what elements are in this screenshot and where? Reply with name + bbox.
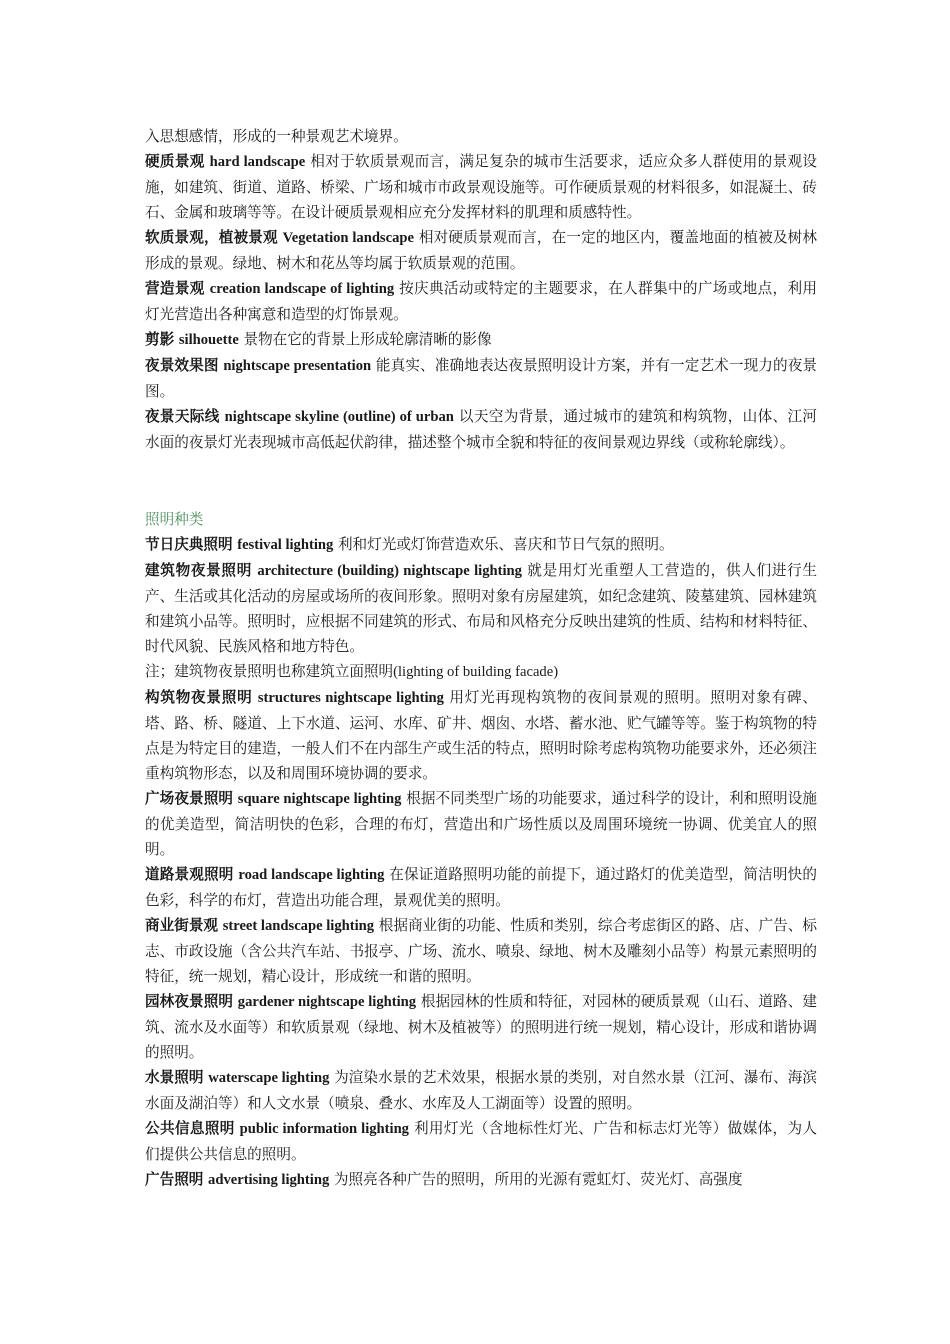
entry-description: 就是用灯光重塑人工营造的，供人们进行生产、生活或其化活动的房屋或场所的夜间形象。照明对象有房屋建筑，如纪念建筑、陵墓建筑、园林建筑和建筑小品等。照明时，应根据不同建筑的形式、布局和风格充分反映出建筑的性质、结构和材料特征、时代风貌、民族风格和地方特色。	[145, 562, 817, 655]
glossary-entry-street-lighting	[145, 913, 817, 989]
entry-description: 按庆典活动或特定的主题要求，在人群集中的广场或地点，利用灯光营造出各种寓意和造型的灯饰景观。	[145, 280, 817, 323]
entry-term: 商业街景观	[145, 917, 219, 934]
entry-term: 建筑物夜景照明	[145, 562, 252, 579]
document-page	[145, 124, 817, 1193]
entry-term-english: street landscape lighting	[222, 918, 375, 934]
glossary-entry-silhouette	[145, 327, 817, 353]
entry-term-english: architecture (building) nightscape lighting	[257, 563, 522, 579]
entry-description: 用灯光再现构筑物的夜间景观的照明。照明对象有碑、塔、路、桥、隧道、上下水道、运河、水库、矿井、烟囱、水塔、蓄水池、贮气罐等等。鉴于构筑物的特点是为特定目的建造，一般人们不在内部生产或生活的特点，照明时除考虑构筑物功能要求外，还必须注重构筑物形态，以及和周围环境协调的要求。	[145, 689, 817, 782]
entry-term: 夜景效果图	[145, 357, 219, 374]
entry-description: 根据商业街的功能、性质和类别，综合考虑街区的路、店、广告、标志、市政设施（含公共汽车站、书报亭、广场、流水、喷泉、绿地、树木及雕刻小品等）构景元素照明的特征，统一规划，精心设计，形成统一和谐的照明。	[145, 917, 817, 985]
entry-description: 以天空为背景，通过城市的建筑和构筑物，山体、江河水面的夜景灯光表现城市高低起伏韵律，描述整个城市全貌和特征的夜间景观边界线（或称轮廓线）。	[145, 408, 817, 451]
entry-description: 根据园林的性质和特征，对园林的硬质景观（山石、道路、建筑、流水及水面等）和软质景观（绿地、树木及植被等）的照明进行统一规划，精心设计，形成和谐协调的照明。	[145, 993, 817, 1061]
section-title: 照明种类	[145, 511, 204, 528]
glossary-entry-hard-landscape	[145, 149, 817, 225]
entry-term: 夜景天际线	[145, 408, 220, 425]
entry-description: 相对硬质景观而言，在一定的地区内，覆盖地面的植被及树林形成的景观。绿地、树木和花丛等均属于软质景观的范围。	[145, 229, 818, 272]
entry-description: 在保证道路照明功能的前提下，通过路灯的优美造型，简洁明快的色彩，科学的布灯，营造出功能合理，景观优美的照明。	[145, 866, 817, 909]
entry-term: 营造景观	[145, 280, 205, 297]
glossary-entry-public-information-lighting	[145, 1116, 817, 1167]
entry-term-english: nightscape presentation	[223, 358, 372, 374]
entry-term-english: festival lighting	[237, 537, 334, 553]
entry-description: 根据不同类型广场的功能要求，通过科学的设计，利和照明设施的优美造型，简洁明快的色彩，合理的布灯，营造出和广场性质以及周围环境统一协调、优美宜人的照明。	[145, 790, 817, 858]
entry-description: 利和灯光或灯饰营造欢乐、喜庆和节日气氛的照明。	[337, 536, 674, 553]
glossary-entry-garden-lighting	[145, 989, 817, 1065]
entry-term-english: square nightscape lighting	[237, 791, 402, 807]
glossary-entry-nightscape-skyline	[145, 404, 817, 455]
glossary-entry-creation-landscape	[145, 276, 817, 327]
entry-term-english: public information lighting	[239, 1121, 409, 1137]
entry-term: 道路景观照明	[145, 866, 234, 883]
note-text: 注；建筑物夜景照明也称建筑立面照明	[145, 663, 394, 680]
entry-description: 为渲染水景的艺术效果，根据水景的类别，对自然水景（江河、瀑布、海滨水面及湖泊等）和人文水景（喷泉、叠水、水库及人工湖面等）设置的照明。	[145, 1069, 817, 1112]
entry-term-english: nightscape skyline (outline) of urban	[224, 409, 454, 425]
entry-term: 软质景观，植被景观	[145, 229, 278, 246]
glossary-entry-festival-lighting	[145, 532, 817, 558]
entry-term: 公共信息照明	[145, 1120, 235, 1137]
entry-description: 利用灯光（含地标性灯光、广告和标志灯光等）做媒体，为人们提供公共信息的照明。	[145, 1120, 817, 1163]
entry-term: 构筑物夜景照明	[145, 689, 253, 706]
note-english: (lighting of building facade)	[393, 664, 559, 680]
intro-line: 入思想感情，形成的一种景观艺术境界。	[145, 128, 408, 145]
entry-description: 相对于软质景观而言，满足复杂的城市生活要求，适应众多人群使用的景观设施，如建筑、街道、道路、桥梁、广场和城市市政景观设施等。可作硬质景观的材料很多，如混凝土、砖石、金属和玻璃等等。在设计硬质景观相应充分发挥材料的肌理和质感特性。	[145, 153, 817, 221]
section-spacer	[145, 455, 817, 507]
glossary-entry-structures-lighting	[145, 685, 817, 786]
entry-term-english: creation landscape of lighting	[209, 281, 395, 297]
entry-term-english: road landscape lighting	[238, 867, 385, 883]
entry-term: 剪影	[145, 331, 175, 348]
entry-term-english: waterscape lighting	[208, 1070, 330, 1086]
note-line	[145, 659, 817, 685]
glossary-entry-nightscape-presentation	[145, 353, 817, 404]
entry-term-english: gardener nightscape lighting	[237, 994, 417, 1010]
entry-description: 景物在它的背景上形成轮廓清晰的影像	[243, 331, 492, 348]
entry-term-english: Vegetation landscape	[282, 230, 414, 246]
glossary-entry-road-lighting	[145, 862, 817, 913]
entry-term: 广告照明	[145, 1171, 204, 1188]
entry-description: 为照亮各种广告的照明，所用的光源有霓虹灯、荧光灯、高强度	[333, 1171, 743, 1188]
entry-term: 园林夜景照明	[145, 993, 234, 1010]
entry-term-english: silhouette	[178, 332, 239, 348]
entry-term: 硬质景观	[145, 153, 205, 170]
entry-term-english: advertising lighting	[208, 1172, 330, 1188]
entry-term-english: hard landscape	[209, 154, 306, 170]
glossary-entry-vegetation-landscape	[145, 225, 817, 276]
entry-term: 节日庆典照明	[145, 536, 233, 553]
entry-term: 水景照明	[145, 1069, 204, 1086]
glossary-entry-architecture-lighting	[145, 558, 817, 659]
entry-term: 广场夜景照明	[145, 790, 234, 807]
entry-term-english: structures nightscape lighting	[257, 690, 444, 706]
glossary-entry-advertising-lighting	[145, 1167, 817, 1193]
glossary-entry-waterscape-lighting	[145, 1065, 817, 1116]
entry-description: 能真实、准确地表达夜景照明设计方案，并有一定艺术一现力的夜景图。	[145, 357, 818, 400]
glossary-entry-square-lighting	[145, 786, 817, 862]
